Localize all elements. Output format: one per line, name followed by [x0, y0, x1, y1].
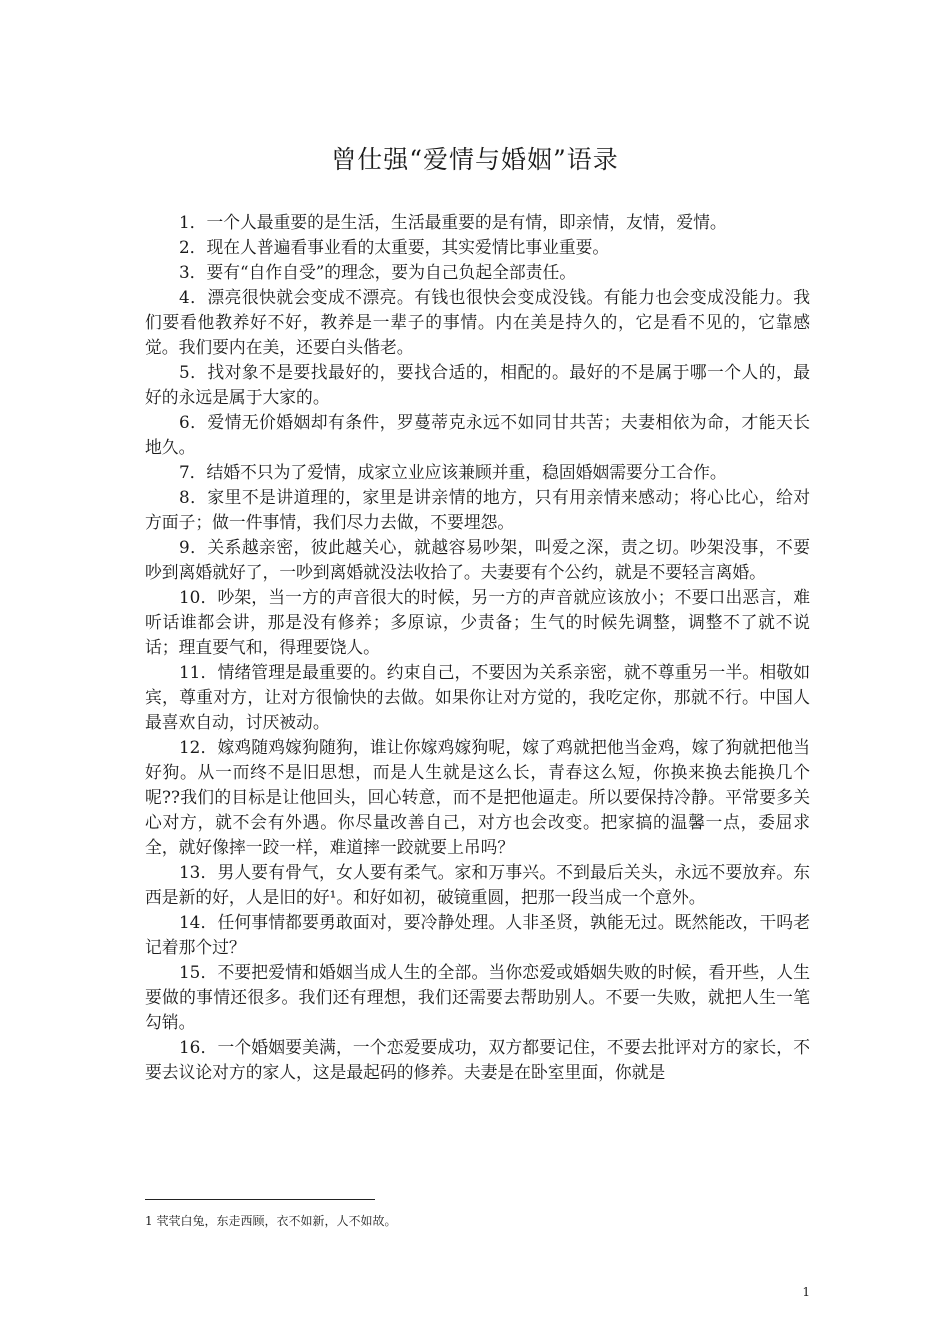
paragraph-2: 2．现在人普遍看事业看的太重要，其实爱情比事业重要。: [179, 237, 610, 257]
paragraph-8: 8．家里不是讲道理的，家里是讲亲情的地方，只有用亲情来感动；将心比心，给对方面子；做一件事情，我们尽力去做，不要埋怨。: [145, 487, 810, 532]
paragraph-7: 7．结婚不只为了爱情，成家立业应该兼顾并重，稳固婚姻需要分工合作。: [179, 462, 727, 482]
paragraph-14: 14．任何事情都要勇敢面对，要冷静处理。人非圣贤，孰能无过。既然能改，干吗老记着那个过？: [145, 912, 810, 957]
page-title: 曾仕强“爱情与婚姻”语录: [331, 145, 619, 174]
paragraph-10: 10．吵架，当一方的声音很大的时候，另一方的声音就应该放小；不要口出恶言，难听话谁都会讲，那是没有修养；多原谅，少责备；生气的时候先调整，调整不了就不说话；理直要气和，得理要饶人。: [145, 587, 810, 657]
paragraph-1: 1．一个人最重要的是生活，生活最重要的是有情，即亲情，友情，爱情。: [179, 212, 727, 232]
paragraph-3: 3．要有“自作自受”的理念，要为自己负起全部责任。: [179, 262, 577, 282]
paragraph-6: 6．爱情无价婚姻却有条件，罗蔓蒂克永远不如同甘共苦；夫妻相依为命，才能天长地久。: [145, 412, 810, 457]
footnote-separator: [145, 1199, 375, 1200]
paragraph-11: 11．情绪管理是最重要的。约束自己，不要因为关系亲密，就不尊重另一半。相敬如宾，尊重对方，让对方很愉快的去做。如果你让对方觉的，我吃定你，那就不行。中国人最喜欢自动，讨厌被动。: [145, 662, 810, 732]
paragraph-16: 16．一个婚姻要美满，一个恋爱要成功，双方都要记住，不要去批评对方的家长，不要去议论对方的家人，这是最起码的修养。夫妻是在卧室里面，你就是: [145, 1037, 810, 1082]
paragraph-15: 15．不要把爱情和婚姻当成人生的全部。当你恋爱或婚姻失败的时候，看开些，人生要做的事情还很多。我们还有理想，我们还需要去帮助别人。不要一失败，就把人生一笔勾销。: [145, 962, 810, 1032]
paragraph-12: 12．嫁鸡随鸡嫁狗随狗，谁让你嫁鸡嫁狗呢，嫁了鸡就把他当金鸡，嫁了狗就把他当好狗。从一而终不是旧思想，而是人生就是这么长，青春这么短，你换来换去能换几个呢??我们的目标是让他回头，回心转意，而不是把他逼走。所以要保持冷静。平常要多关心对方，就不会有外遇。你尽量改善自己，对方也会改变。把家搞的温馨一点，委屈求全，就好像摔一跤一样，难道摔一跤就要上吊吗？: [145, 737, 810, 857]
footnote: 1 茕茕白兔，东走西顾，衣不如新，人不如故。: [145, 1214, 397, 1228]
page-number: 1: [802, 1285, 810, 1299]
paragraph-9: 9．关系越亲密，彼此越关心，就越容易吵架，叫爱之深，责之切。吵架没事，不要吵到离婚就好了，一吵到离婚就没法收拾了。夫妻要有个公约，就是不要轻言离婚。: [145, 537, 810, 582]
paragraph-4: 4．漂亮很快就会变成不漂亮。有钱也很快会变成没钱。有能力也会变成没能力。我们要看他教养好不好，教养是一辈子的事情。内在美是持久的，它是看不见的，它靠感觉。我们要内在美，还要白头偕老。: [145, 287, 810, 357]
paragraph-13: 13．男人要有骨气，女人要有柔气。家和万事兴。不到最后关头，永远不要放弃。东西是新的好，人是旧的好¹。和好如初，破镜重圆，把那一段当成一个意外。: [145, 862, 810, 907]
document-body: [145, 210, 810, 1085]
paragraph-5: 5．找对象不是要找最好的，要找合适的，相配的。最好的不是属于哪一个人的，最好的永远是属于大家的。: [145, 362, 810, 407]
